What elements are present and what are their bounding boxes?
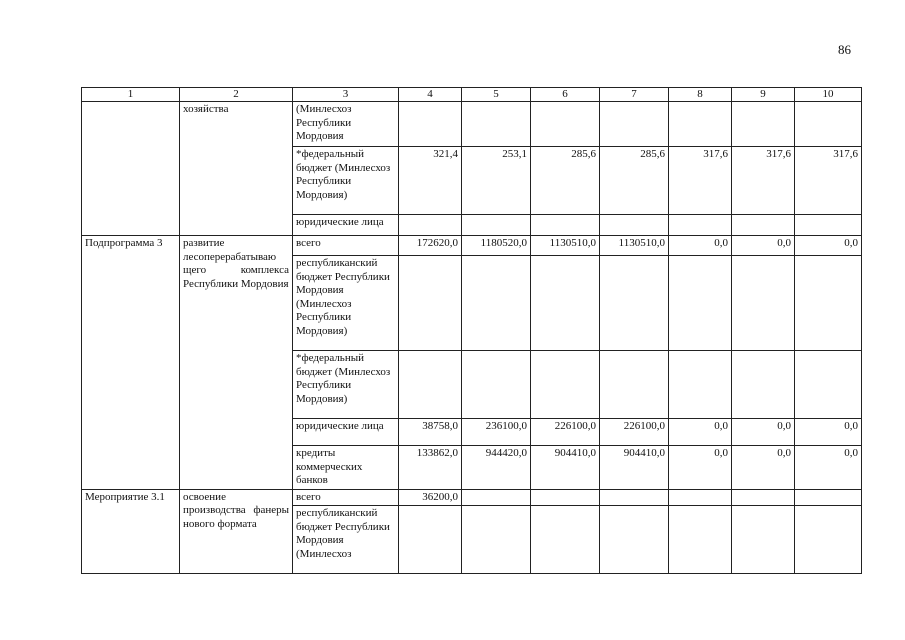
value-cell: 1130510,0: [600, 236, 669, 256]
value-cell: [462, 351, 531, 419]
value-cell: [462, 215, 531, 236]
value-cell: [669, 489, 732, 506]
value-cell: 0,0: [669, 236, 732, 256]
value-cell: [462, 506, 531, 574]
header-cell: 1: [82, 88, 180, 102]
value-cell: [732, 102, 795, 147]
value-cell: [669, 506, 732, 574]
header-cell: 10: [795, 88, 862, 102]
value-cell: 904410,0: [600, 446, 669, 490]
value-cell: 253,1: [462, 147, 531, 215]
value-cell: [732, 489, 795, 506]
value-cell: [669, 351, 732, 419]
value-cell: [531, 102, 600, 147]
value-cell: [795, 215, 862, 236]
value-cell: [600, 489, 669, 506]
source-cell: республиканский бюджет Республики Мордовия (Минлесхоз: [293, 506, 399, 574]
source-cell: *федеральный бюджет (Минлесхоз Республики Мордовия): [293, 147, 399, 215]
source-cell: кредиты коммерческих банков: [293, 446, 399, 490]
page-number: 86: [838, 42, 851, 57]
value-cell: [399, 102, 462, 147]
source-cell: юридические лица: [293, 419, 399, 446]
header-cell: 6: [531, 88, 600, 102]
value-cell: [732, 256, 795, 351]
value-cell: 133862,0: [399, 446, 462, 490]
row-label-cell: Мероприятие 3.1: [82, 489, 180, 574]
value-cell: 0,0: [732, 419, 795, 446]
value-cell: 285,6: [531, 147, 600, 215]
value-cell: 321,4: [399, 147, 462, 215]
value-cell: [531, 215, 600, 236]
value-cell: 317,6: [669, 147, 732, 215]
value-cell: [531, 351, 600, 419]
value-cell: [399, 351, 462, 419]
row-label-cell: Подпрограмма 3: [82, 236, 180, 490]
value-cell: 285,6: [600, 147, 669, 215]
header-cell: 4: [399, 88, 462, 102]
value-cell: 0,0: [669, 419, 732, 446]
value-cell: 0,0: [732, 236, 795, 256]
value-cell: [732, 506, 795, 574]
value-cell: 904410,0: [531, 446, 600, 490]
value-cell: 0,0: [795, 419, 862, 446]
source-cell: юридические лица: [293, 215, 399, 236]
value-cell: 0,0: [795, 236, 862, 256]
value-cell: [732, 215, 795, 236]
value-cell: 317,6: [732, 147, 795, 215]
value-cell: [669, 215, 732, 236]
value-cell: [669, 102, 732, 147]
value-cell: [531, 506, 600, 574]
value-cell: 226100,0: [531, 419, 600, 446]
value-cell: [600, 256, 669, 351]
value-cell: 317,6: [795, 147, 862, 215]
source-cell: республиканский бюджет Республики Мордовия (Минлесхоз Республики Мордовия): [293, 256, 399, 351]
value-cell: 36200,0: [399, 489, 462, 506]
value-cell: [732, 351, 795, 419]
header-cell: 2: [180, 88, 293, 102]
row-label-cell: [82, 102, 180, 236]
source-cell: (Минлесхоз Республики Мордовия: [293, 102, 399, 147]
source-cell: всего: [293, 236, 399, 256]
value-cell: 226100,0: [600, 419, 669, 446]
value-cell: [600, 351, 669, 419]
value-cell: 0,0: [732, 446, 795, 490]
value-cell: 1130510,0: [531, 236, 600, 256]
table-row: [82, 489, 862, 506]
value-cell: 0,0: [669, 446, 732, 490]
source-cell: всего: [293, 489, 399, 506]
source-cell: *федеральный бюджет (Минлесхоз Республики Мордовия): [293, 351, 399, 419]
table-row: [82, 102, 862, 147]
value-cell: 236100,0: [462, 419, 531, 446]
budget-table: [81, 87, 862, 574]
program-name-cell: освоение производства фанеры нового формата: [180, 489, 293, 574]
value-cell: [669, 256, 732, 351]
value-cell: [795, 256, 862, 351]
header-cell: 5: [462, 88, 531, 102]
header-cell: 8: [669, 88, 732, 102]
value-cell: [795, 351, 862, 419]
value-cell: 944420,0: [462, 446, 531, 490]
value-cell: 38758,0: [399, 419, 462, 446]
value-cell: [462, 489, 531, 506]
value-cell: [399, 256, 462, 351]
value-cell: 1180520,0: [462, 236, 531, 256]
value-cell: 0,0: [795, 446, 862, 490]
header-cell: 9: [732, 88, 795, 102]
value-cell: [462, 102, 531, 147]
program-name-cell: хозяйства: [180, 102, 293, 236]
value-cell: [600, 506, 669, 574]
value-cell: [600, 102, 669, 147]
value-cell: 172620,0: [399, 236, 462, 256]
value-cell: [399, 506, 462, 574]
value-cell: [795, 102, 862, 147]
table-row: [82, 236, 862, 256]
value-cell: [399, 215, 462, 236]
value-cell: [462, 256, 531, 351]
program-name-cell: развитие лесоперерабатываю щего комплекса Республики Мордовия: [180, 236, 293, 490]
value-cell: [600, 215, 669, 236]
header-row: [82, 88, 862, 102]
header-cell: 3: [293, 88, 399, 102]
value-cell: [795, 506, 862, 574]
value-cell: [795, 489, 862, 506]
value-cell: [531, 489, 600, 506]
value-cell: [531, 256, 600, 351]
header-cell: 7: [600, 88, 669, 102]
